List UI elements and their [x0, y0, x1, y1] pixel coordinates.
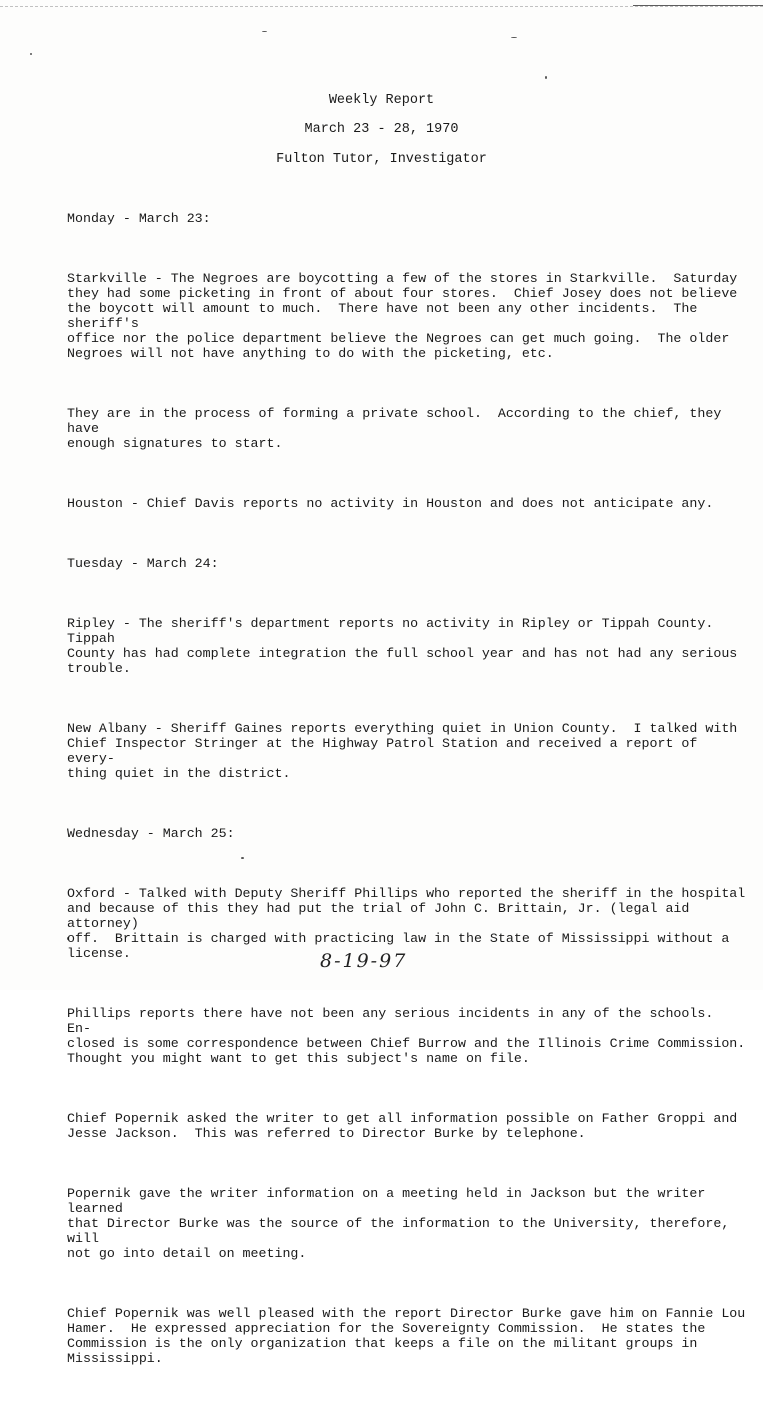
paragraph-ripley: Ripley - The sheriff's department reports no activity in Ripley or Tippah County. Tippah County has had complete integration the full school year and has not had any serious trouble.: [67, 616, 738, 676]
day-heading-tuesday: Tuesday - March 24:: [67, 556, 219, 571]
scan-speck: [262, 31, 267, 32]
scan-speck: [545, 76, 547, 79]
day-heading-wednesday: Wednesday - March 25:: [67, 826, 235, 841]
scan-speck: [511, 37, 517, 38]
paragraph-houston: Houston - Chief Davis reports no activity in Houston and does not anticipate any.: [67, 496, 714, 511]
report-body: [67, 181, 747, 1411]
paragraph-popernik-request: Chief Popernik asked the writer to get all information possible on Father Groppi and Jesse Jackson. This was referred to Director Burke by telephone.: [67, 1111, 738, 1141]
paragraph-private-school: They are in the process of forming a private school. According to the chief, they have enough signatures to start.: [67, 406, 722, 451]
day-heading-monday: Monday - March 23:: [67, 211, 211, 226]
scan-top-right-line: [633, 0, 763, 6]
report-author: Fulton Tutor, Investigator: [276, 152, 487, 167]
paragraph-popernik-meeting: Popernik gave the writer information on a meeting held in Jackson but the writer learned that Director Burke was the source of the information to the University, therefore, will not go into detail on meeting.: [67, 1186, 730, 1261]
paragraph-phillips: Phillips reports there have not been any serious incidents in any of the schools. En- closed is some correspondence between Chief Burrow and the Illinois Crime Commission. Thought you might want to get this subject's name on file.: [67, 1006, 746, 1066]
paragraph-popernik-hamer: Chief Popernik was well pleased with the report Director Burke gave him on Fannie Lou Hamer. He expressed appreciation for the Sovereignty Commission. He states the Commission is the only organization that keeps a file on the militant groups in Mississippi.: [67, 1306, 746, 1366]
paragraph-new-albany: New Albany - Sheriff Gaines reports everything quiet in Union County. I talked with Chief Inspector Stringer at the Highway Patrol Station and received a report of every- thing quiet in the district.: [67, 721, 738, 781]
report-dates: March 23 - 28, 1970: [304, 122, 459, 137]
report-title: Weekly Report: [328, 93, 435, 108]
scan-speck: [30, 53, 32, 55]
paragraph-oxford: Oxford - Talked with Deputy Sheriff Phillips who reported the sheriff in the hospital and because of this they had put the trial of John C. Brittain, Jr. (legal aid attorney) off. Brittain is charged with practicing law in the State of Mississippi without a license.: [67, 886, 746, 961]
paragraph-starkville: Starkville - The Negroes are boycotting a few of the stores in Starkville. Saturday they had some picketing in front of about four stores. Chief Josey does not believe the boycott will amount to much. There have not been any other incidents. The sheriff's office nor the police department believe the Negroes can get much going. The older Negroes will not have anything to do with the picketing, etc.: [67, 271, 738, 361]
handwritten-date-note: 8-19-97: [320, 950, 408, 972]
